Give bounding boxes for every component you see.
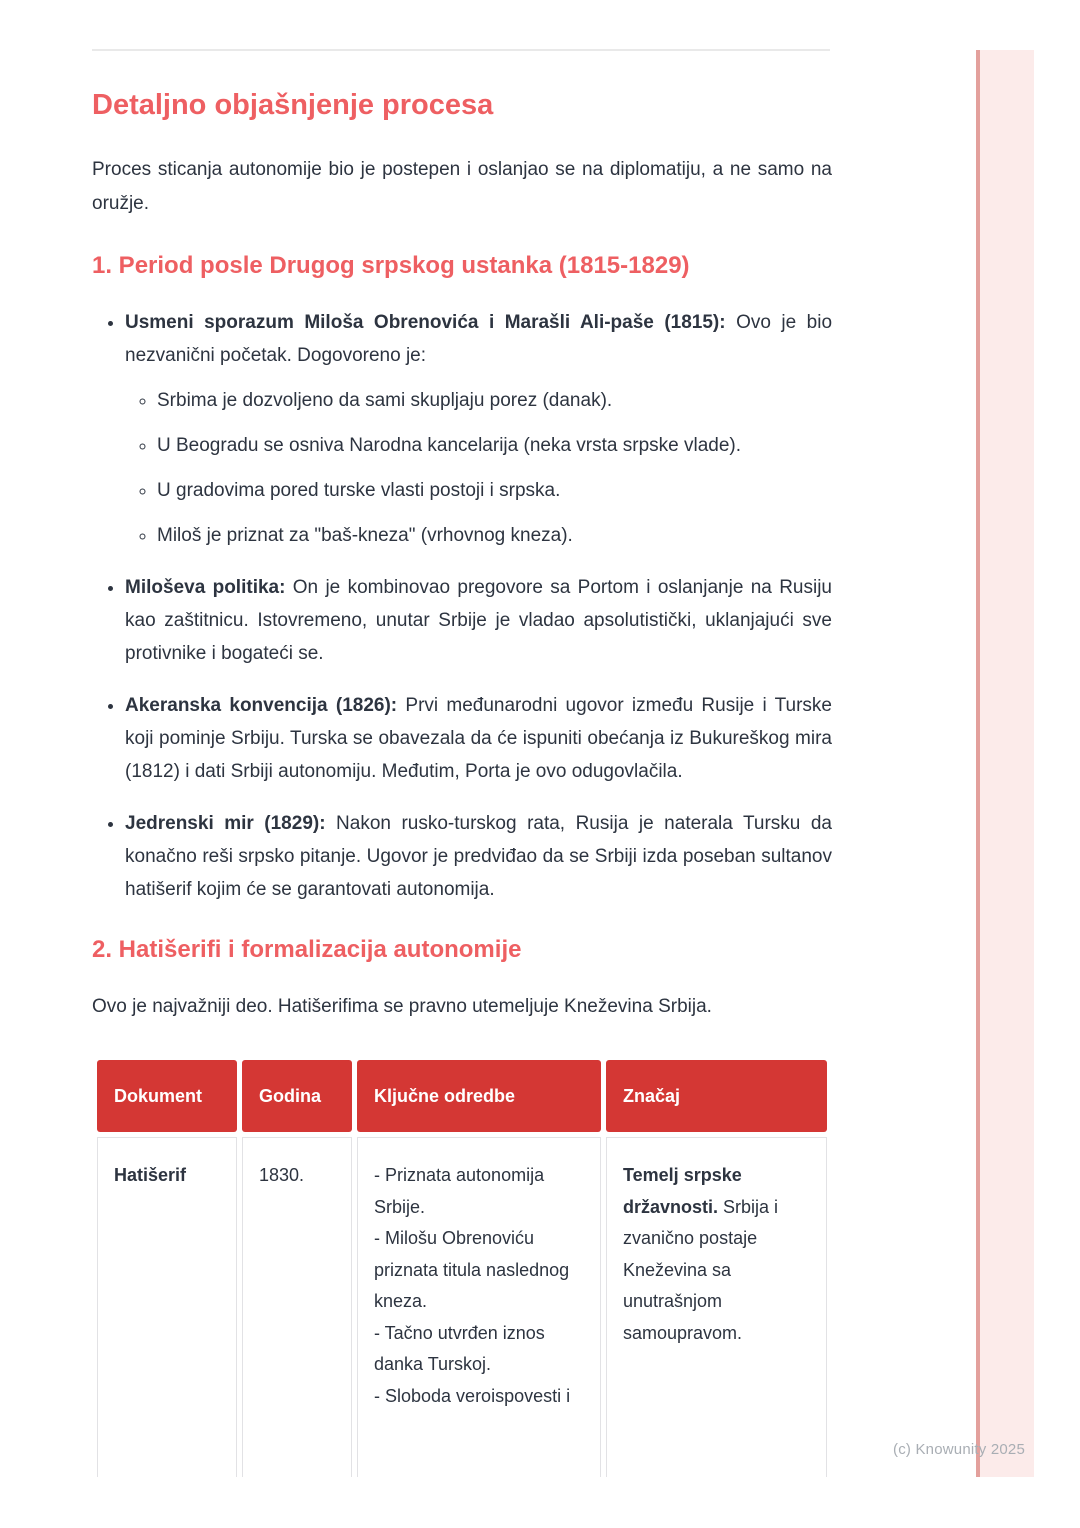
sub-list-item: ◦ Miloš je priznat za "baš-kneza" (vrhovnog kneza). — [157, 519, 832, 552]
table-row — [97, 1137, 827, 1477]
column-header-kljucne-odredbe: Ključne odredbe — [357, 1060, 601, 1132]
list-item-text: Nakon rusko-turskog rata, Rusija je naterala Tursku da konačno reši srpsko pitanje. Ugovor je predviđao da se Srbiji izda poseban sultanov hatišerif kojim će se garantovati autonomija. — [125, 812, 832, 900]
cell-odredbe — [357, 1137, 601, 1477]
sub-list-item: ◦ U Beogradu se osniva Narodna kancelarija (neka vrsta srpske vlade). — [157, 429, 832, 462]
sub-list-item: ◦ U gradovima pored turske vlasti postoji i srpska. — [157, 474, 832, 507]
list-item-lead: Miloševa politika: — [125, 576, 286, 598]
sub-list-item: ◦ Srbima je dozvoljeno da sami skupljaju porez (danak). — [157, 384, 832, 417]
list-item-text: Prvi međunarodni ugovor između Rusije i Turske koji pominje Srbiju. Turska se obavezala da će ispuniti obećanja iz Bukureškog mira (1812) i dati Srbiji autonomiju. Međutim, Porta je ovo odugovlačila. — [125, 694, 833, 782]
section-1-list — [92, 306, 832, 906]
list-item — [125, 571, 832, 670]
hatiserifi-table — [92, 1055, 832, 1477]
page-title: Detaljno objašnjenje procesa — [92, 89, 494, 121]
section-1-heading: 1. Period posle Drugog srpskog ustanka (1815-1829) — [92, 251, 690, 279]
page-edge-highlight-bar — [976, 50, 1034, 1477]
list-item — [125, 689, 832, 788]
list-item-lead: Akeranska konvencija (1826): — [125, 694, 398, 716]
odredba-line: - Milošu Obrenoviću priznata titula naslednog kneza. — [374, 1228, 570, 1311]
odredba-line: - Sloboda veroispovesti i — [374, 1385, 571, 1406]
table-clip-region — [92, 1055, 838, 1477]
column-header-znacaj: Značaj — [606, 1060, 827, 1132]
watermark: (c) Knowunity 2025 — [893, 1441, 1026, 1458]
odredba-line: - Tačno utvrđen iznos danka Turskoj. — [374, 1322, 545, 1374]
sub-list — [125, 384, 832, 552]
section-2-intro: Ovo je najvažniji deo. Hatišerifima se pravno utemeljuje Kneževina Srbija. — [92, 996, 712, 1018]
intro-paragraph: Proces sticanja autonomije bio je postepen i oslanjao se na diplomatiju, a ne samo na oružje. — [92, 158, 832, 214]
cell-dokument: Hatišerif — [97, 1137, 237, 1477]
column-header-godina: Godina — [242, 1060, 352, 1132]
odredba-line: - Priznata autonomija Srbije. — [374, 1165, 545, 1217]
document-content — [92, 0, 832, 1024]
section-2-heading: 2. Hatišerifi i formalizacija autonomije — [92, 935, 522, 963]
znacaj-text: Srbija i zvanično postaje Kneževina sa unutrašnjom samoupravom. — [623, 1196, 779, 1343]
cell-znacaj — [606, 1137, 827, 1477]
cell-godina: 1830. — [242, 1137, 352, 1477]
znacaj-lead: Temelj srpske državnosti. — [623, 1165, 742, 1217]
list-item-text: Ovo je bio nezvanični početak. Dogovoreno je: — [125, 311, 833, 366]
list-item-lead: Usmeni sporazum Miloša Obrenovića i Marašli Ali-paše (1815): — [125, 311, 726, 333]
list-item-lead: Jedrenski mir (1829): — [125, 812, 326, 834]
list-item — [125, 807, 832, 906]
list-item-text: On je kombinovao pregovore sa Portom i oslanjanje na Rusiju kao zaštitnicu. Istovremeno, unutar Srbije je vladao apsolutistički, uklanjajući sve protivnike i bogateći se. — [125, 576, 832, 664]
list-item — [125, 306, 832, 552]
column-header-dokument: Dokument — [97, 1060, 237, 1132]
table-header-row — [97, 1060, 827, 1132]
